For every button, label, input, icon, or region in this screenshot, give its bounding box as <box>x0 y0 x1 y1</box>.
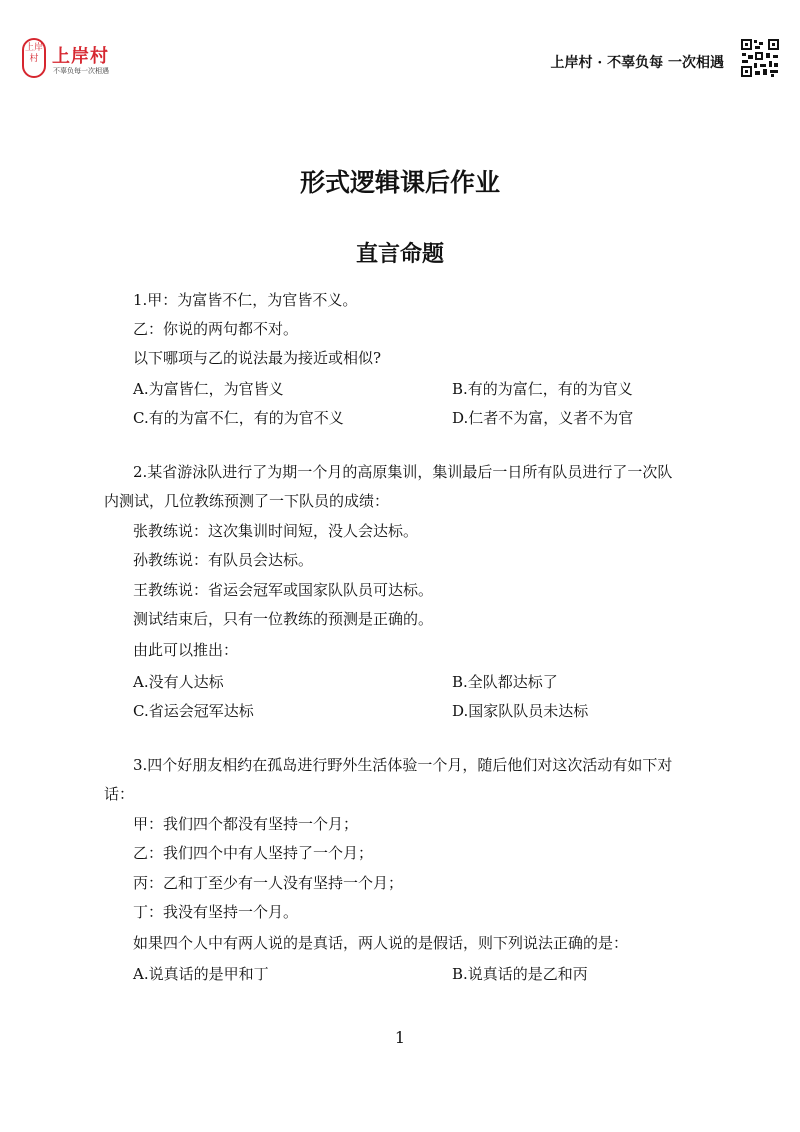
q3-option-a: A.说真话的是甲和丁 <box>133 965 269 983</box>
q1-option-a: A.为富皆仁，为官皆义 <box>133 380 284 398</box>
q2-line5: 王教练说：省运会冠军或国家队队员可达标。 <box>133 581 434 599</box>
page-number: 1 <box>394 1028 406 1047</box>
q3-line6: 丁：我没有坚持一个月。 <box>133 903 299 921</box>
logo-subtitle: 不辜负每一次相遇 <box>53 67 109 75</box>
q2-option-d: D.国家队队员未达标 <box>452 702 589 720</box>
header-slogan: 上岸村 · 不辜负每 一次相遇 <box>550 55 724 71</box>
q2-line3: 张教练说：这次集训时间短，没人会达标。 <box>133 522 419 540</box>
q1-line2: 乙：你说的两句都不对。 <box>133 320 299 338</box>
q2-stem-line1: 2.某省游泳队进行了为期一个月的高原集训，集训最后一日所有队员进行了一次队 <box>133 463 673 481</box>
qr-code-icon <box>740 38 780 78</box>
logo-text: 上岸村 <box>52 46 109 67</box>
q1-option-d: D.仁者不为富，义者不为官 <box>452 409 634 427</box>
q1-question: 以下哪项与乙的说法最为接近或相似? <box>133 349 382 367</box>
q2-line4: 孙教练说：有队员会达标。 <box>133 551 314 569</box>
q3-line5: 丙：乙和丁至少有一人没有坚持一个月； <box>133 874 404 892</box>
q3-line4: 乙：我们四个中有人坚持了一个月； <box>133 844 374 862</box>
page-title: 形式逻辑课后作业 <box>299 168 500 197</box>
q3-question: 如果四个人中有两人说的是真话，两人说的是假话，则下列说法正确的是： <box>133 934 629 952</box>
q3-stem-line2: 话： <box>104 785 135 803</box>
q1-stem: 1.甲：为富皆不仁，为官皆不义。 <box>133 291 358 309</box>
q2-option-c: C.省运会冠军达标 <box>133 702 254 720</box>
q2-option-b: B.全队都达标了 <box>452 673 558 691</box>
q2-question: 由此可以推出： <box>133 641 239 659</box>
q3-stem-line1: 3.四个好朋友相约在孤岛进行野外生活体验一个月，随后他们对这次活动有如下对 <box>133 756 673 774</box>
q1-option-c: C.有的为富不仁，有的为官不义 <box>133 409 344 427</box>
q3-option-b: B.说真话的是乙和丙 <box>452 965 588 983</box>
q1-option-b: B.有的为富仁，有的为官义 <box>452 380 633 398</box>
q2-line6: 测试结束后，只有一位教练的预测是正确的。 <box>133 610 434 628</box>
q3-line3: 甲：我们四个都没有坚持一个月； <box>133 815 359 833</box>
brand-logo <box>22 38 134 80</box>
q2-option-a: A.没有人达标 <box>133 673 224 691</box>
q2-stem-line2: 内测试，几位教练预测了一下队员的成绩： <box>104 492 390 510</box>
section-title: 直言命题 <box>355 242 444 267</box>
logo-seal-icon: 上岸村 <box>22 38 46 78</box>
